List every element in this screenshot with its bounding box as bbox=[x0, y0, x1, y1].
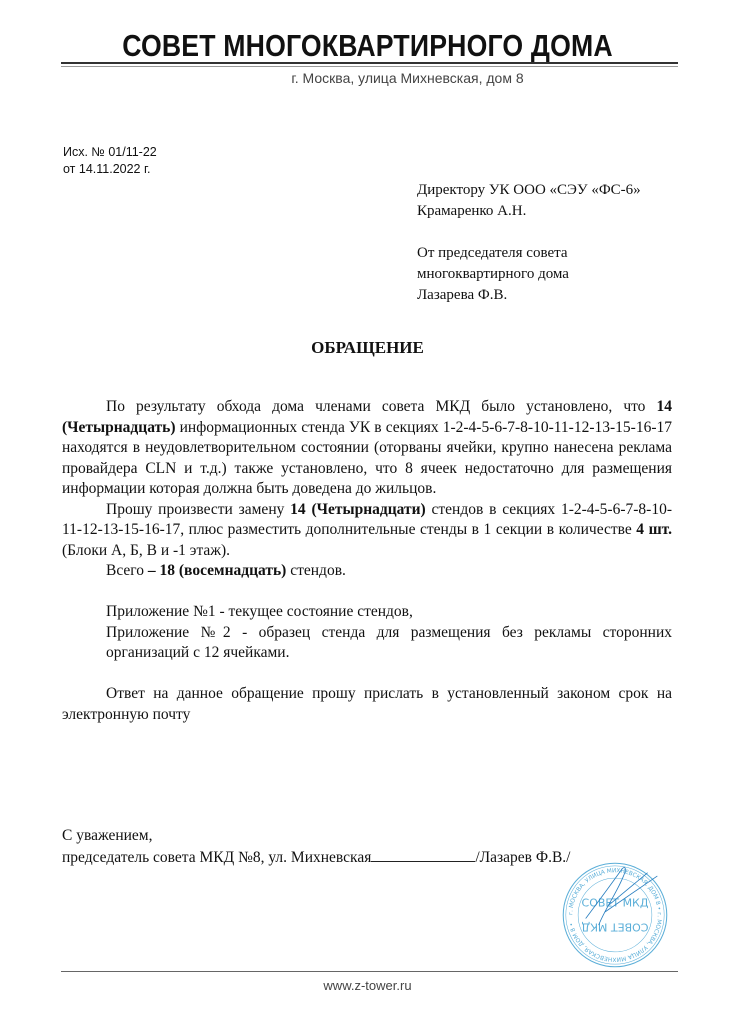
stamp-center-text-mirrored: СОВЕТ МКД bbox=[581, 920, 649, 934]
outgoing-date: от 14.11.2022 г. bbox=[63, 162, 151, 176]
signature-line bbox=[371, 847, 475, 862]
letterhead-title: СОВЕТ МНОГОКВАРТИРНОГО ДОМА bbox=[122, 28, 613, 63]
letter-body bbox=[62, 397, 672, 725]
addressee-to-line2: Крамаренко А.Н. bbox=[417, 203, 527, 219]
footer-url: www.z-tower.ru bbox=[323, 978, 412, 993]
outgoing-number: Исх. № 01/11-22 bbox=[63, 145, 157, 159]
paragraph-request bbox=[62, 500, 672, 562]
paragraph-reply-request: Ответ на данное обращение прошу прислать в установленный законом срок на электронную почту bbox=[62, 685, 672, 723]
bold-count: 14 (Четырнадцать) bbox=[62, 398, 672, 436]
signature-row bbox=[62, 847, 571, 869]
sender-line2: многоквартирного дома bbox=[417, 266, 569, 282]
stamp-inner-ring bbox=[578, 878, 652, 952]
attachment-2: Приложение №2 - образец стенда для размещения без рекламы сторонних организаций с 12 ячейками. bbox=[106, 623, 672, 661]
bold-count: 14 (Четырнадцати) bbox=[290, 500, 426, 518]
stamp-center-text: СОВЕТ МКД bbox=[581, 896, 649, 910]
spacer bbox=[417, 222, 641, 243]
text: информационных стенда УК в секциях 1-2-4-5-6-7-8-10-11-12-13-15-16-17 находятся в неудовлетворительном состоянии (оторваны ячейки, крупно нанесена реклама провайдера CLN и т.д.) также установлено, что 8 ячеек недостаточно для размещения информации которая должна быть доведена до жильцов. bbox=[62, 418, 672, 497]
bold-quantity: 4 шт. bbox=[636, 521, 672, 538]
text: Прошу произвести замену bbox=[106, 500, 291, 518]
text: (Блоки А, Б, В и -1 этаж). bbox=[62, 541, 231, 559]
spacer bbox=[62, 582, 672, 603]
signature-block bbox=[62, 826, 571, 868]
closing: С уважением, bbox=[62, 827, 153, 844]
attachment-1: Приложение №1 - текущее состояние стендов, bbox=[106, 603, 413, 620]
footer-rule bbox=[61, 971, 678, 972]
letterhead-rule-thin bbox=[61, 66, 678, 67]
text: Всего bbox=[106, 562, 148, 579]
stamp-outer-ring-inner bbox=[566, 866, 664, 964]
letterhead-rule bbox=[61, 62, 678, 64]
letterhead-address: г. Москва, улица Михневская, дом 8 bbox=[291, 70, 524, 86]
sender-line1: От председателя совета bbox=[417, 245, 568, 261]
paragraph-findings bbox=[62, 397, 672, 500]
paragraph-total bbox=[62, 561, 672, 582]
document-title: ОБРАЩЕНИЕ bbox=[311, 338, 424, 357]
stamp-seal bbox=[560, 860, 670, 970]
text: По результату обхода дома членами совета МКД было установлено, что bbox=[106, 398, 657, 415]
addressee-block bbox=[417, 180, 641, 306]
signatory-name: /Лазарев Ф.В./ bbox=[475, 848, 571, 866]
addressee-to-line1: Директору УК ООО «СЭУ «ФС-6» bbox=[417, 182, 641, 198]
text: стендов. bbox=[286, 562, 346, 579]
spacer bbox=[62, 664, 672, 685]
sender-line3: Лазарева Ф.В. bbox=[417, 287, 508, 303]
stamp-ring-text: г. МОСКВА, УЛИЦА МИХНЕВСКАЯ, ДОМ 8 • г. МОСКВА, УЛИЦА МИХНЕВСКАЯ, ДОМ 8 • bbox=[568, 868, 662, 962]
text: стендов в секциях 1-2-4-5-6-7-8-10-11-12-13-15-16-17, плюс разместить дополнительные стенды в 1 секции в количестве bbox=[62, 500, 672, 538]
bold-total: – 18 (восемнадцать) bbox=[147, 562, 287, 579]
signatory-position: председатель совета МКД №8, ул. Михневская bbox=[62, 848, 372, 866]
outgoing-reference bbox=[63, 144, 157, 178]
